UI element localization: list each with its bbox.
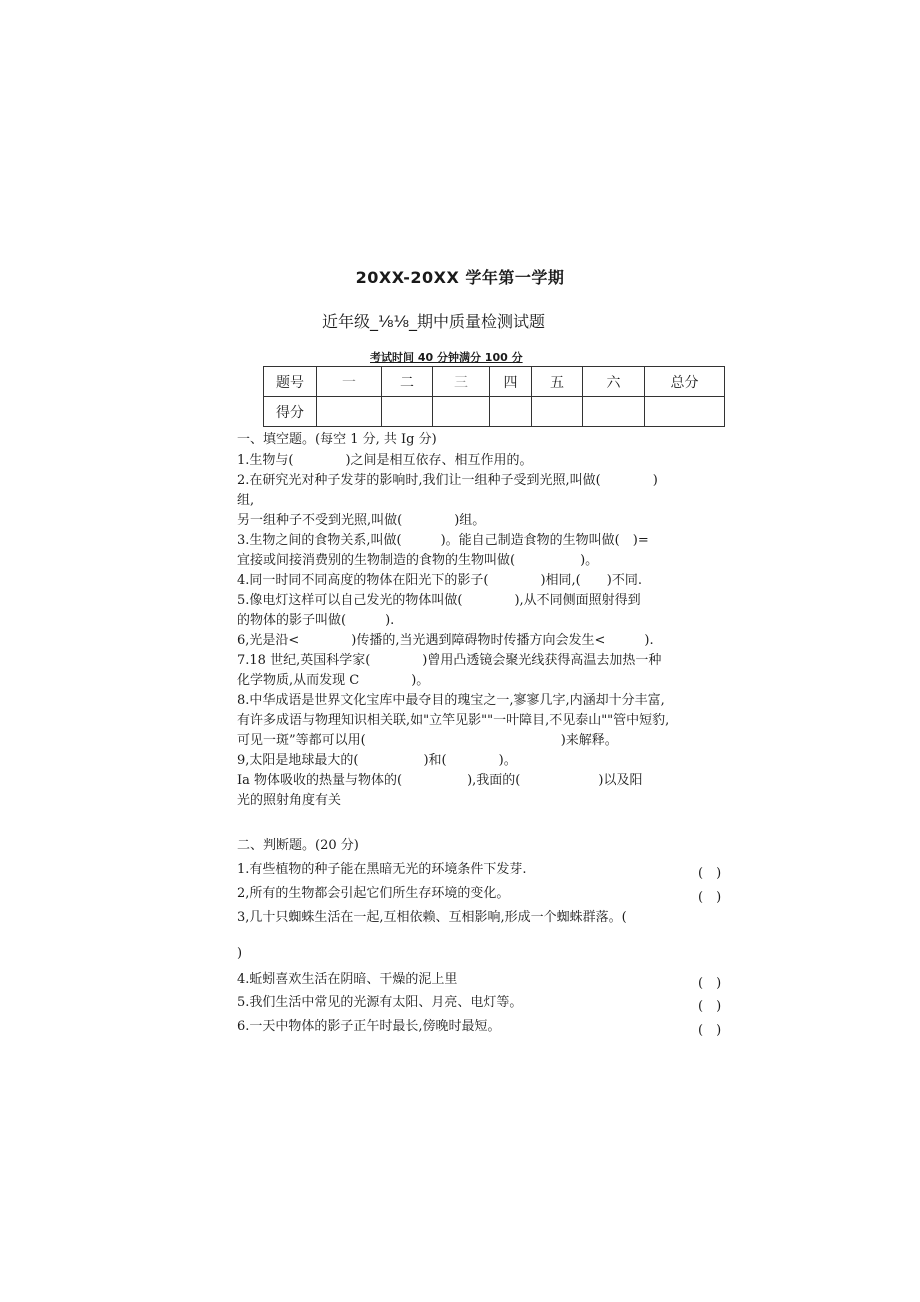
answer-paren[interactable]: ( ) [698,999,722,1014]
question-line: 有许多成语与物理知识相关联,如"立竿见影""一叶障目,不见泰山""管中短豹, [237,713,670,728]
score-table [263,366,725,427]
score-cell: 六 [583,367,645,397]
judge-item: 1.有些植物的种子能在黑暗无光的环境条件下发芽. [237,862,527,877]
question-line: 7.18 世纪,英国科学家( )曾用凸透镜会聚光线获得高温去加热一种 [237,653,662,668]
score-cell: 二 [382,367,433,397]
section1-heading: 一、填空题。(每空 1 分, 共 Ig 分) [237,432,437,447]
answer-paren[interactable]: ( ) [698,976,722,991]
question-line: 组, [237,493,255,508]
score-input-cell[interactable] [532,397,583,427]
score-table-header-row [264,367,725,397]
question-line: 2.在研究光对种子发芽的影响时,我们让一组种子受到光照,叫做( ) [237,473,658,488]
score-cell: 得分 [264,397,317,427]
question-line: 3.生物之间的食物关系,叫做( )。能自己制造食物的生物叫做( )= [237,533,649,548]
score-cell: 四 [490,367,532,397]
score-cell: 五 [532,367,583,397]
score-input-cell[interactable] [317,397,382,427]
score-table-score-row [264,397,725,427]
question-line: Ia 物体吸收的热量与物体的( ),我面的( )以及阳 [237,773,643,788]
question-line: 可见一斑”等都可以用( )来解释。 [237,733,618,748]
judge-item: 4.蚯蚓喜欢生活在阴暗、干燥的泥上里 [237,972,458,987]
section2-heading: 二、判断题。(20 分) [237,838,359,853]
question-line: 宜接或间接消费别的生物制造的食物的生物叫做( )。 [237,553,599,568]
score-cell: 一 [317,367,382,397]
answer-paren[interactable]: ( ) [698,1023,722,1038]
question-line: 的物体的影子叫做( ). [237,613,395,628]
question-line: 6,光是沿< )传播的,当光遇到障碍物时传播方向会发生< ). [237,633,654,648]
exam-title: 20XX-20XX 学年第一学期 [355,268,565,287]
score-input-cell[interactable] [433,397,490,427]
answer-paren[interactable]: ( ) [698,866,722,881]
question-line: 1.生物与( )之间是相互依存、相互作用的。 [237,453,533,468]
question-line: 另一组种子不受到光照,叫做( )组。 [237,513,486,528]
question-line: 光的照射角度有关 [237,793,342,808]
score-input-cell[interactable] [583,397,645,427]
question-line: 5.像电灯这样可以自己发光的物体叫做( ),从不同侧面照射得到 [237,593,641,608]
judge-item: 6.一天中物体的影子正午时最长,傍晚时最短。 [237,1019,501,1034]
score-input-cell[interactable] [382,397,433,427]
score-cell: 三 [433,367,490,397]
judge-item: 5.我们生活中常见的光源有太阳、月亮、电灯等。 [237,995,523,1010]
judge-item-close: ) [237,946,243,961]
exam-subtitle: 近年级_⅛⅛_期中质量检测试题 [322,312,546,331]
score-input-cell[interactable] [490,397,532,427]
question-line: 9,太阳是地球最大的( )和( )。 [237,753,517,768]
judge-item: 3,几十只蜘蛛生活在一起,互相依赖、互相影响,形成一个蜘蛛群落。( [237,910,627,925]
question-line: 8.中华成语是世界文化宝库中最夺目的瑰宝之一,寥寥几字,内涵却十分丰富, [237,693,665,708]
judge-item: 2,所有的生物都会引起它们所生存环境的变化。 [237,886,510,901]
score-cell: 题号 [264,367,317,397]
score-input-cell[interactable] [645,397,725,427]
answer-paren[interactable]: ( ) [698,890,722,905]
question-line: 4.同一时同不同高度的物体在阳光下的影子( )相同,( )不同. [237,573,642,588]
exam-info: 考试时间 40 分钟满分 100 分 [370,351,523,364]
question-line: 化学物质,从而发现 C )。 [237,673,430,688]
score-cell: 总分 [645,367,725,397]
